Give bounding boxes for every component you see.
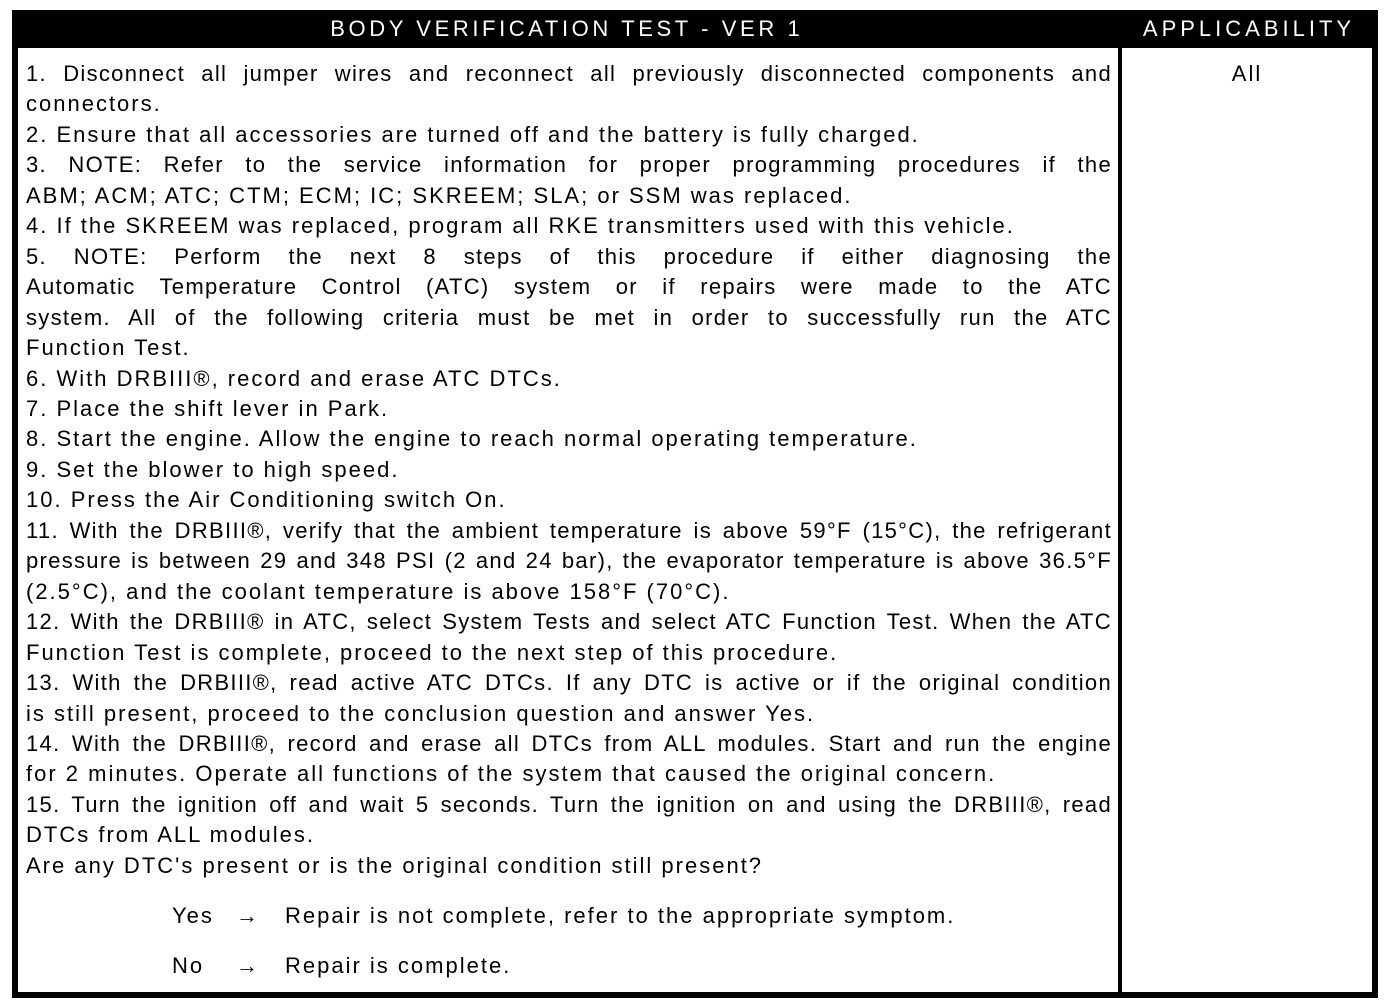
- answer-no-label: No: [172, 953, 205, 979]
- step-line: 15. Turn the ignition off and wait 5 seconds. Turn the ignition on and using the DRBIII®, read: [26, 791, 1112, 817]
- step-15: [26, 790, 1112, 851]
- step-line: Automatic Temperature Control (ATC) system or if repairs were made to the ATC: [26, 274, 1112, 300]
- test-title-header: [12, 10, 1118, 48]
- answer-yes-label: Yes: [172, 903, 214, 929]
- step-line: 5. NOTE: Perform the next 8 steps of this procedure if either diagnosing the: [26, 243, 1112, 269]
- step-13: [26, 668, 1112, 729]
- verification-test-table: [12, 10, 1378, 998]
- step-line: Function Test.: [26, 335, 191, 361]
- conclusion-question: Are any DTC's present or is the original condition still present?: [26, 852, 764, 878]
- step-8: [26, 424, 1112, 454]
- step-line: is still present, proceed to the conclusion question and answer Yes.: [26, 700, 816, 726]
- step-line: Function Test is complete, proceed to the next step of this procedure.: [26, 639, 839, 665]
- step-7: [26, 394, 1112, 424]
- step-6: [26, 364, 1112, 394]
- applicability-label: APPLICABILITY: [1142, 16, 1356, 41]
- step-line: ABM; ACM; ATC; CTM; ECM; IC; SKREEM; SLA; or SSM was replaced.: [26, 182, 853, 208]
- step-line: 12. With the DRBIII® in ATC, select System Tests and select ATC Function Test. When the ATC: [26, 609, 1112, 635]
- step-10: [26, 485, 1112, 515]
- step-line: DTCs from ALL modules.: [26, 822, 315, 848]
- step-line: 6. With DRBIII®, record and erase ATC DTCs.: [26, 365, 562, 391]
- answer-yes: [26, 891, 1112, 941]
- step-line: 13. With the DRBIII®, read active ATC DTCs. If any DTC is active or if the original condition: [26, 670, 1112, 696]
- step-line: (2.5°C), and the coolant temperature is above 158°F (70°C).: [26, 578, 731, 604]
- answer-yes-text: Repair is not complete, refer to the appropriate symptom.: [285, 903, 956, 929]
- step-line: connectors.: [26, 91, 162, 117]
- step-line: 10. Press the Air Conditioning switch On.: [26, 487, 507, 513]
- step-12: [26, 607, 1112, 668]
- step-2: [26, 120, 1112, 150]
- step-line: system. All of the following criteria must be met in order to successfully run the ATC: [26, 304, 1112, 330]
- step-line: 7. Place the shift lever in Park.: [26, 395, 390, 421]
- answer-list: [26, 891, 1112, 991]
- answer-no-text: Repair is complete.: [285, 953, 512, 979]
- step-line: 1. Disconnect all jumper wires and reconnect all previously disconnected components and: [26, 61, 1112, 86]
- procedure-cell: [18, 48, 1118, 992]
- step-1: [26, 59, 1112, 120]
- step-line: pressure is between 29 and 348 PSI (2 and 24 bar), the evaporator temperature is above 36.5°F: [26, 548, 1112, 574]
- step-line: for 2 minutes. Operate all functions of the system that caused the original concern.: [26, 761, 997, 787]
- step-line: 2. Ensure that all accessories are turned off and the battery is fully charged.: [26, 121, 920, 147]
- step-line: 4. If the SKREEM was replaced, program all RKE transmitters used with this vehicle.: [26, 213, 1015, 239]
- step-3: [26, 150, 1112, 211]
- step-line: 11. With the DRBIII®, verify that the ambient temperature is above 59°F (15°C), the refrigerant: [26, 517, 1112, 543]
- step-line: 3. NOTE: Refer to the service information for proper programming procedures if the: [26, 152, 1112, 178]
- answer-no: [26, 941, 1112, 991]
- right-arrow-icon: →: [236, 953, 258, 979]
- step-9: [26, 455, 1112, 485]
- applicability-value: All: [1231, 61, 1263, 86]
- test-title: BODY VERIFICATION TEST - VER 1: [330, 16, 804, 41]
- step-11: [26, 516, 1112, 607]
- step-line: 9. Set the blower to high speed.: [26, 456, 400, 482]
- applicability-cell: [1122, 48, 1372, 992]
- step-14: [26, 729, 1112, 790]
- step-line: 8. Start the engine. Allow the engine to reach normal operating temperature.: [26, 426, 918, 452]
- step-line: 14. With the DRBIII®, record and erase all DTCs from ALL modules. Start and run the engine: [26, 730, 1112, 756]
- applicability-header: [1122, 10, 1372, 48]
- right-arrow-icon: →: [236, 903, 258, 929]
- step-5: [26, 242, 1112, 364]
- step-4: [26, 211, 1112, 241]
